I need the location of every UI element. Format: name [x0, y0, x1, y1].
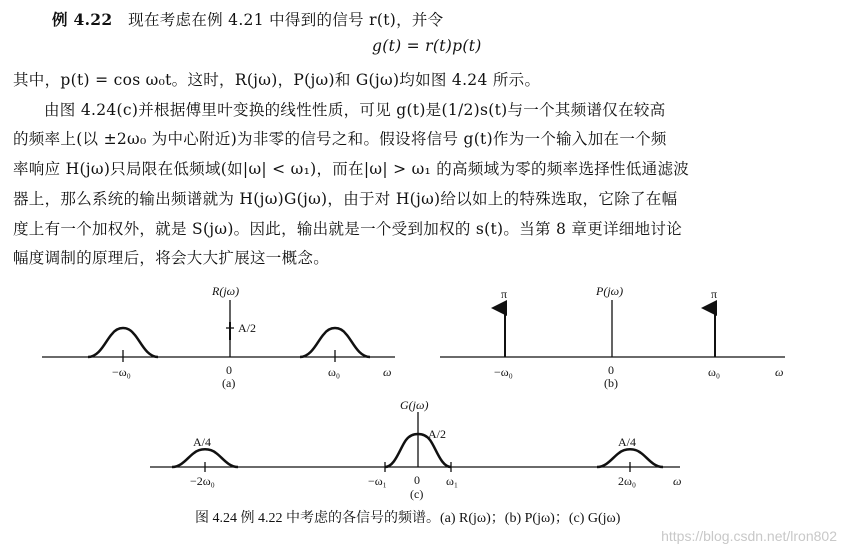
figure-label-a: (a)	[222, 376, 236, 390]
axis-label: ω	[383, 365, 392, 379]
paragraph-line: 由图 4.24(c)并根据傅里叶变换的线性性质，可见 g(t)是(1/2)s(t)与一个其频谱仅在较高	[44, 101, 666, 119]
title-c: G(jω)	[400, 398, 429, 412]
amp-label-c: A/2	[428, 427, 446, 441]
tick-label: 0	[414, 473, 420, 487]
tick-label: ω₁	[446, 474, 459, 488]
impulse-label: π	[711, 287, 718, 301]
tick-label: ω₀	[708, 365, 721, 379]
paragraph-line: 度上有一个加权外，就是 S(jω)。因此，输出就是一个受到加权的 s(t)。当第 8 章更详细地讨论	[13, 220, 683, 238]
amp-label-a: A/2	[238, 321, 256, 335]
tick-label: 2ω₀	[618, 474, 637, 488]
paragraph-line: 器上，那么系统的输出频谱就为 H(jω)G(jω)，由于对 H(jω)给以如上的特殊选取，它除了在幅	[13, 190, 678, 208]
figure-label-c: (c)	[410, 487, 424, 501]
title-b: P(jω)	[596, 284, 624, 298]
impulse-label: π	[501, 287, 508, 301]
tick-label: −ω₀	[494, 365, 513, 379]
figure-caption: 图 4.24 例 4.22 中考虑的各信号的频谱。(a) R(jω)；(b) P(jω)；(c) G(jω)	[195, 511, 621, 526]
watermark: https://blog.csdn.net/lron802	[661, 528, 837, 544]
title-a: R(jω)	[212, 284, 240, 298]
paragraph-line: 率响应 H(jω)只局限在低频域(如|ω| < ω₁)，而在|ω| > ω₁ 的高频域为零的频率选择性低通滤波	[13, 160, 690, 178]
axis-label: ω	[775, 365, 784, 379]
figure-label-b: (b)	[604, 376, 618, 390]
axis-label: ω	[673, 474, 682, 488]
amp-label-left: A/4	[193, 435, 211, 449]
figure-a	[42, 300, 395, 362]
tick-label: 0	[608, 363, 614, 377]
equation: g(t) = r(t)p(t)	[372, 37, 482, 55]
amp-label-right: A/4	[618, 435, 636, 449]
figure-c	[150, 412, 680, 472]
figure-b	[440, 300, 785, 357]
tick-label: −2ω₀	[190, 474, 215, 488]
tick-label: ω₀	[328, 365, 341, 379]
tick-label: −ω₁	[368, 474, 387, 488]
tick-label: −ω₀	[112, 365, 131, 379]
paragraph-line: 其中，p(t) = cos ω₀t。这时，R(jω)，P(jω)和 G(jω)均如图 4.24 所示。	[13, 71, 541, 89]
example-label: 例 4.22	[52, 10, 113, 29]
paragraph-line: 的频率上(以 ±2ω₀ 为中心附近)为非零的信号之和。假设将信号 g(t)作为一个输入加在一个频	[13, 130, 667, 148]
tick-label: 0	[226, 363, 232, 377]
paragraph-line: 幅度调制的原理后，将会大大扩展这一概念。	[13, 249, 330, 267]
example-text: 现在考虑在例 4.21 中得到的信号 r(t)，并令	[128, 11, 444, 29]
